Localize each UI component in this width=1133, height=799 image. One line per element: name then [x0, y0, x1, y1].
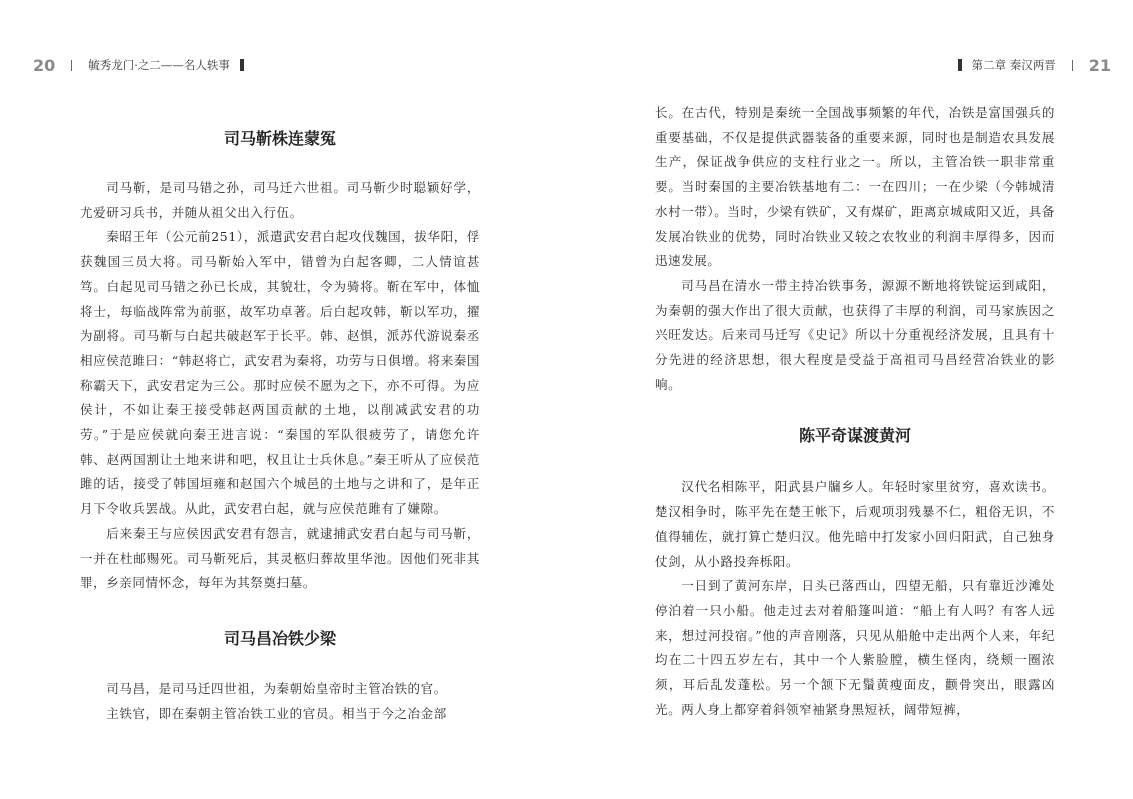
paragraph: 一日到了黄河东岸，日头已落西山，四望无船，只有靠近沙滩处停泊着一只小船。他走过去对着船篷叫道：“船上有人吗？有客人远来，想过河投宿。”他的声音刚落，只见从船舱中走出两个人来，年纪均在二十四五岁左右，其中一个人紫脸膛，横生怪肉，绕颊一圈浓须，耳后乱发蓬松。另一个颔下无鬚黄瘦面皮，颧骨突出，眼露凶光。两人身上都穿着斜领窄袖紧身黑短袄，阔带短裤， [655, 578, 1055, 717]
right-running-title: 第二章 秦汉两晋 [971, 58, 1056, 72]
right-page-number: 21 [1088, 55, 1111, 75]
paragraph: 汉代名相陈平，阳武县户牖乡人。年轻时家里贫穷，喜欢读书。楚汉相争时，陈平先在楚王帐下，后观项羽残暴不仁，粗俗无识，不值得辅佐，就打算亡楚归汉。他先暗中打发家小回归阳武，自己独身仗剑，从小路投奔栎阳。 [655, 479, 1055, 569]
paragraph: 司马昌，是司马迁四世祖，为秦朝始皇帝时主管冶铁的官。 [106, 680, 447, 696]
left-page-number: 20 [33, 55, 56, 75]
header-divider [71, 60, 72, 71]
right-page-body [655, 101, 1055, 722]
left-page-header [33, 54, 254, 76]
right-page-header [948, 54, 1111, 76]
paragraph-continued: 长。在古代，特别是秦统一全国战事频繁的年代，冶铁是富国强兵的重要基础，不仅是提供武器装备的重要来源，同时也是制造农具发展生产，保证战争供应的支柱行业之一。所以，主管冶铁一职非常重要。当时秦国的主要冶铁基地有二：一在四川；一在少梁（今韩城清水村一带）。当时，少梁有铁矿，又有煤矿，距离京城咸阳又近，具备发展冶铁业的优势，同时冶铁业又较之农牧业的利润丰厚得多，因而迅速发展。 [655, 105, 1055, 269]
paragraph: 司马昌在清水一带主持冶铁事务，源源不断地将铁锭运到咸阳，为秦朝的强大作出了很大贡献，也获得了丰厚的利润，司马家族因之兴旺发达。后来司马迁写《史记》所以十分重视经济发展，且具有十分先进的经济思想，很大程度是受益于高祖司马昌经营冶铁业的影响。 [655, 277, 1055, 392]
header-marker [958, 59, 962, 71]
paragraph: 秦昭王年（公元前251），派遣武安君白起攻伐魏国，拔华阳，俘获魏国三员大将。司马靳始入军中，错曾为白起客卿，二人情谊甚笃。白起见司马错之孙已长成，其貌壮，令为骑将。靳在军中，体恤将士，每临战阵常为前驱，故军功卓著。后白起攻韩，靳以军功，擢为副将。司马靳与白起共破赵军于长平。韩、赵惧，派苏代游说秦丞相应侯范雎曰：“韩赵将亡，武安君为秦将，功劳与日俱增。将来秦国称霸天下，武安君定为三公。那时应侯不愿为之下，亦不可得。为应侯计，不如让秦王接受韩赵两国贡献的土地，以削减武安君的功劳。”于是应侯就向秦王进言说：“秦国的军队很疲劳了，请您允许韩、赵两国割让土地来讲和吧，权且让士兵休息。”秦王听从了应侯范雎的话，接受了韩国垣雍和赵国六个城邑的土地与之讲和了，是年正月下令收兵罢战。从此，武安君白起，就与应侯范雎有了嫌隙。 [80, 229, 480, 517]
paragraph: 主铁官，即在秦朝主管冶铁工业的官员。相当于今之冶金部 [106, 705, 447, 721]
paragraph: 后来秦王与应侯因武安君有怨言，就逮捕武安君白起与司马靳，一并在杜邮赐死。司马靳死后，其灵柩归葬故里华池。因他们死非其罪，乡亲同情怀念，每年为其祭奠扫墓。 [80, 525, 480, 591]
left-running-title: 毓秀龙门·之二——名人轶事 [88, 58, 230, 72]
section-title-sima-chang: 司马昌冶铁少梁 [223, 628, 336, 648]
header-marker [240, 59, 244, 71]
left-page-body [80, 101, 480, 726]
section-title-chen-ping: 陈平奇谋渡黄河 [798, 426, 911, 446]
section-title-sima-jin: 司马靳株连蒙冤 [223, 129, 336, 148]
header-divider [1072, 60, 1073, 71]
paragraph: 司马靳，是司马错之孙，司马迁六世祖。司马靳少时聪颖好学，尤爱研习兵书，并随从祖父出入行伍。 [80, 180, 480, 220]
